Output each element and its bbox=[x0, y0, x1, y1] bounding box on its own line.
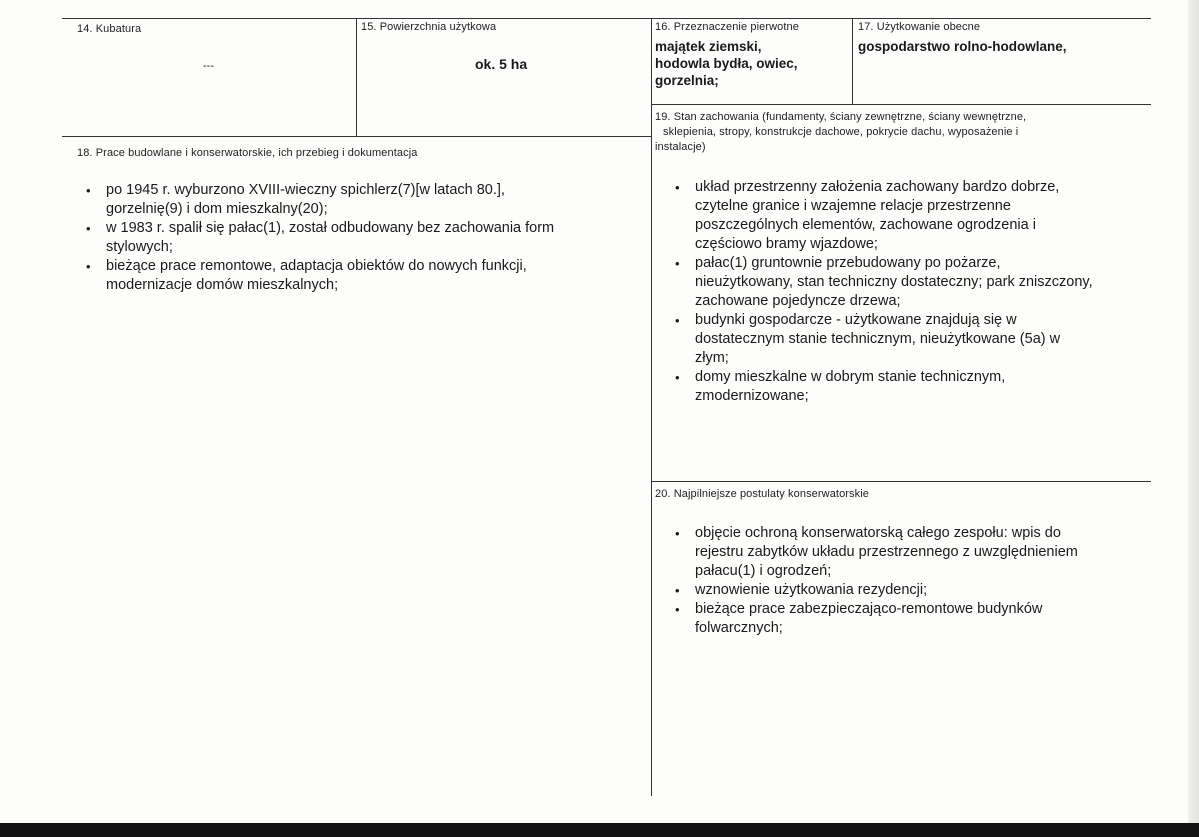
divider-16-17 bbox=[852, 18, 853, 104]
item-line: • bieżące prace zabezpieczająco-remontowe budynków bbox=[695, 601, 1043, 617]
item-line: • układ przestrzenny założenia zachowany bardzo dobrze, bbox=[695, 179, 1060, 195]
list-item bbox=[675, 254, 1165, 311]
field-20-list bbox=[675, 524, 1155, 638]
item-line: dostatecznym stanie technicznym, nieużytkowane (5a) w bbox=[695, 331, 1061, 347]
list-item bbox=[86, 257, 641, 295]
list-item bbox=[675, 524, 1155, 581]
value-line: gospodarstwo rolno-hodowlane, bbox=[858, 39, 1067, 54]
field-15-label: 15. Powierzchnia użytkowa bbox=[361, 21, 497, 33]
list-item bbox=[675, 311, 1165, 368]
item-line: rejestru zabytków układu przestrzennego z uwzględnieniem bbox=[695, 544, 1078, 560]
list-item bbox=[675, 600, 1155, 638]
list-item bbox=[675, 368, 1165, 406]
field-14-value: --- bbox=[203, 60, 214, 72]
list-item bbox=[86, 181, 641, 219]
list-item bbox=[86, 219, 641, 257]
item-line: • budynki gospodarcze - użytkowane znajdują się w bbox=[695, 312, 1017, 328]
item-line: gorzelnię(9) i dom mieszkalny(20); bbox=[106, 201, 328, 217]
divider-left-right bbox=[651, 18, 652, 796]
item-line: folwarcznych; bbox=[695, 620, 783, 636]
value-line: hodowla bydła, owiec, bbox=[655, 56, 798, 71]
field-14-label: 14. Kubatura bbox=[77, 23, 142, 35]
item-line: nieużytkowany, stan techniczny dostateczny; park zniszczony, bbox=[695, 274, 1093, 290]
field-16-label: 16. Przeznaczenie pierwotne bbox=[655, 21, 799, 33]
item-line: częściowo bramy wjazdowe; bbox=[695, 236, 878, 252]
divider-14-15 bbox=[356, 18, 357, 136]
value-line: gorzelnia; bbox=[655, 73, 719, 88]
top-border bbox=[62, 18, 1151, 19]
item-line: pałacu(1) i ogrodzeń; bbox=[695, 563, 832, 579]
item-line: • po 1945 r. wyburzono XVIII-wieczny spichlerz(7)[w latach 80.], bbox=[106, 182, 505, 198]
field-18-label: 18. Prace budowlane i konserwatorskie, ich przebieg i dokumentacja bbox=[77, 147, 418, 159]
value-line: majątek ziemski, bbox=[655, 39, 762, 54]
item-line: • domy mieszkalne w dobrym stanie technicznym, bbox=[695, 369, 1006, 385]
label-line: 19. Stan zachowania (fundamenty, ściany zewnętrzne, ściany wewnętrzne, bbox=[655, 111, 1027, 123]
label-line: sklepienia, stropy, konstrukcje dachowe, pokrycie dachu, wyposażenie i bbox=[663, 126, 1019, 138]
list-item bbox=[675, 581, 1155, 600]
row-divider-15-18 bbox=[62, 136, 652, 137]
item-line: zmodernizowane; bbox=[695, 388, 809, 404]
item-line: • w 1983 r. spalił się pałac(1), został odbudowany bez zachowania form bbox=[106, 220, 555, 236]
item-line: zachowane pojedyncze drzewa; bbox=[695, 293, 901, 309]
item-line: stylowych; bbox=[106, 239, 173, 255]
item-line: • bieżące prace remontowe, adaptacja obiektów do nowych funkcji, bbox=[106, 258, 527, 274]
item-line: • wznowienie użytkowania rezydencji; bbox=[695, 582, 928, 598]
scan-right-edge bbox=[1188, 0, 1199, 837]
scan-bottom-edge bbox=[0, 823, 1199, 837]
field-19-label bbox=[655, 110, 1026, 155]
item-line: czytelne granice i wzajemne relacje przestrzenne bbox=[695, 198, 1011, 214]
row-divider-19-20 bbox=[651, 481, 1151, 482]
list-item bbox=[675, 178, 1165, 254]
field-17-label: 17. Użytkowanie obecne bbox=[858, 21, 981, 33]
field-18-list bbox=[86, 181, 641, 295]
label-line: instalacje) bbox=[655, 141, 706, 153]
row-divider-16-19 bbox=[651, 104, 1151, 105]
item-line: złym; bbox=[695, 350, 729, 366]
item-line: • objęcie ochroną konserwatorską całego zespołu: wpis do bbox=[695, 525, 1061, 541]
item-line: poszczególnych elementów, zachowane ogrodzenia i bbox=[695, 217, 1036, 233]
item-line: • pałac(1) gruntownie przebudowany po pożarze, bbox=[695, 255, 1001, 271]
field-19-list bbox=[675, 178, 1165, 406]
field-17-value bbox=[858, 38, 1067, 55]
item-line: modernizacje domów mieszkalnych; bbox=[106, 277, 339, 293]
field-20-label: 20. Najpilniejsze postulaty konserwatorskie bbox=[655, 488, 870, 500]
field-15-value: ok. 5 ha bbox=[475, 56, 528, 72]
field-16-value bbox=[655, 38, 798, 89]
